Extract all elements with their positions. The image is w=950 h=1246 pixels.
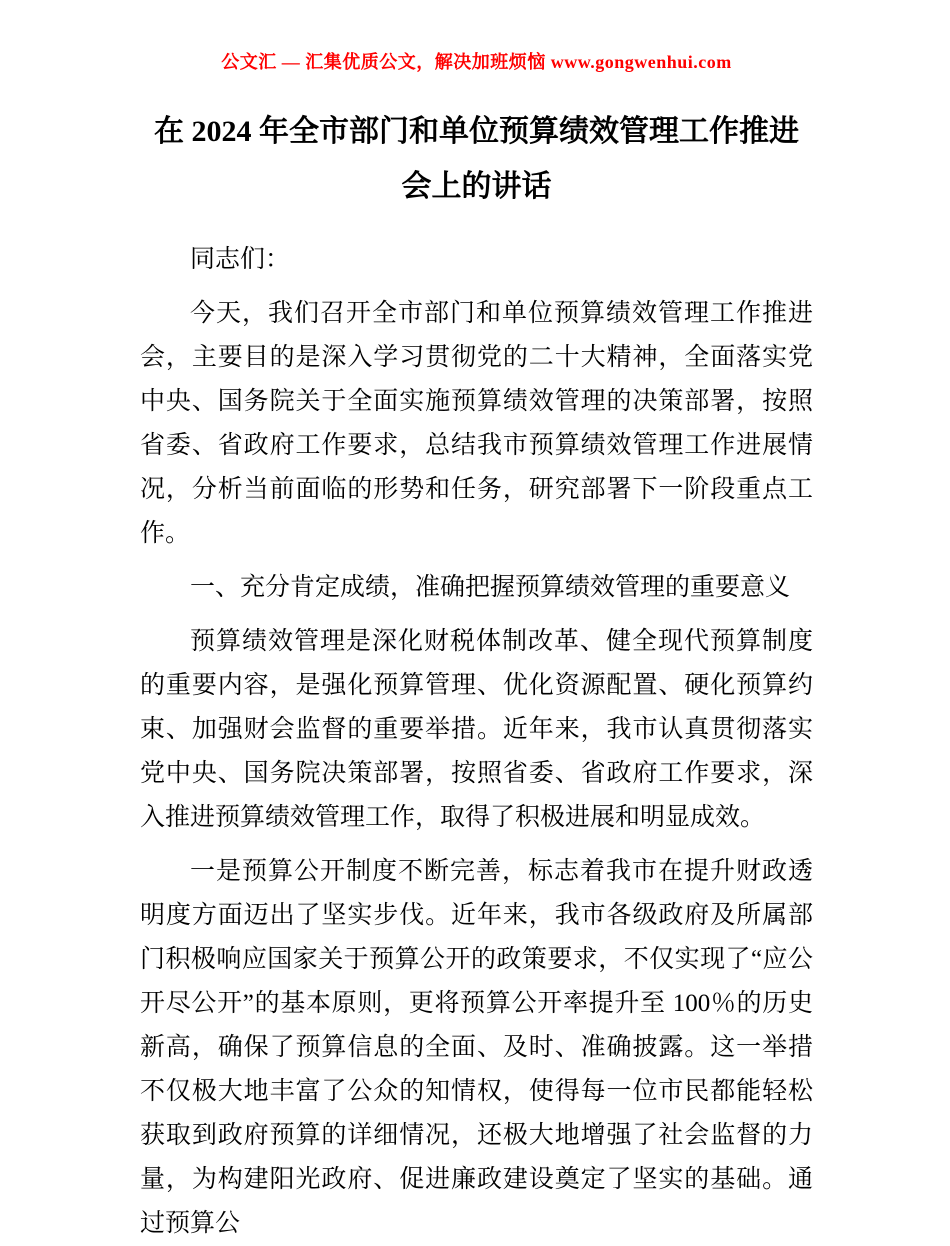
paragraph-point-one: 一是预算公开制度不断完善，标志着我市在提升财政透明度方面迈出了坚实步伐。近年来，我市各级政府及所属部门积极响应国家关于预算公开的政策要求，不仅实现了“应公开尽公开”的基本原则，更将预算公开率提升至 100％的历史新高，确保了预算信息的全面、及时、准确披露。这一举措不仅极大地丰富了公众的知情权，使得每一位市民都能轻松获取到政府预算的详细情况，还极大地增强了社会监督的力量，为构建阳光政府、促进廉政建设奠定了坚实的基础。通过预算公 — [140, 858, 813, 1237]
paragraph-section-body: 预算绩效管理是深化财税体制改革、健全现代预算制度的重要内容，是强化预算管理、优化资源配置、硬化预算约束、加强财会监督的重要举措。近年来，我市认真贯彻落实党中央、国务院决策部署，按照省委、省政府工作要求，深入推进预算绩效管理工作，取得了积极进展和明显成效。 — [140, 628, 813, 831]
watermark-header: 公文汇 — 汇集优质公文，解决加班烦恼 www.gongwenhui.com — [221, 52, 732, 72]
document-title: 在 2024 年全市部门和单位预算绩效管理工作推进会上的讲话 — [154, 115, 799, 203]
paragraph-salutation: 同志们： — [190, 246, 291, 273]
paragraph-intro: 今天，我们召开全市部门和单位预算绩效管理工作推进会，主要目的是深入学习贯彻党的二十大精神，全面落实党中央、国务院关于全面实施预算绩效管理的决策部署，按照省委、省政府工作要求，总结我市预算绩效管理工作进展情况，分析当前面临的形势和任务，研究部署下一阶段重点工作。 — [140, 300, 813, 547]
section-heading: 一、充分肯定成绩，准确把握预算绩效管理的重要意义 — [190, 574, 791, 601]
